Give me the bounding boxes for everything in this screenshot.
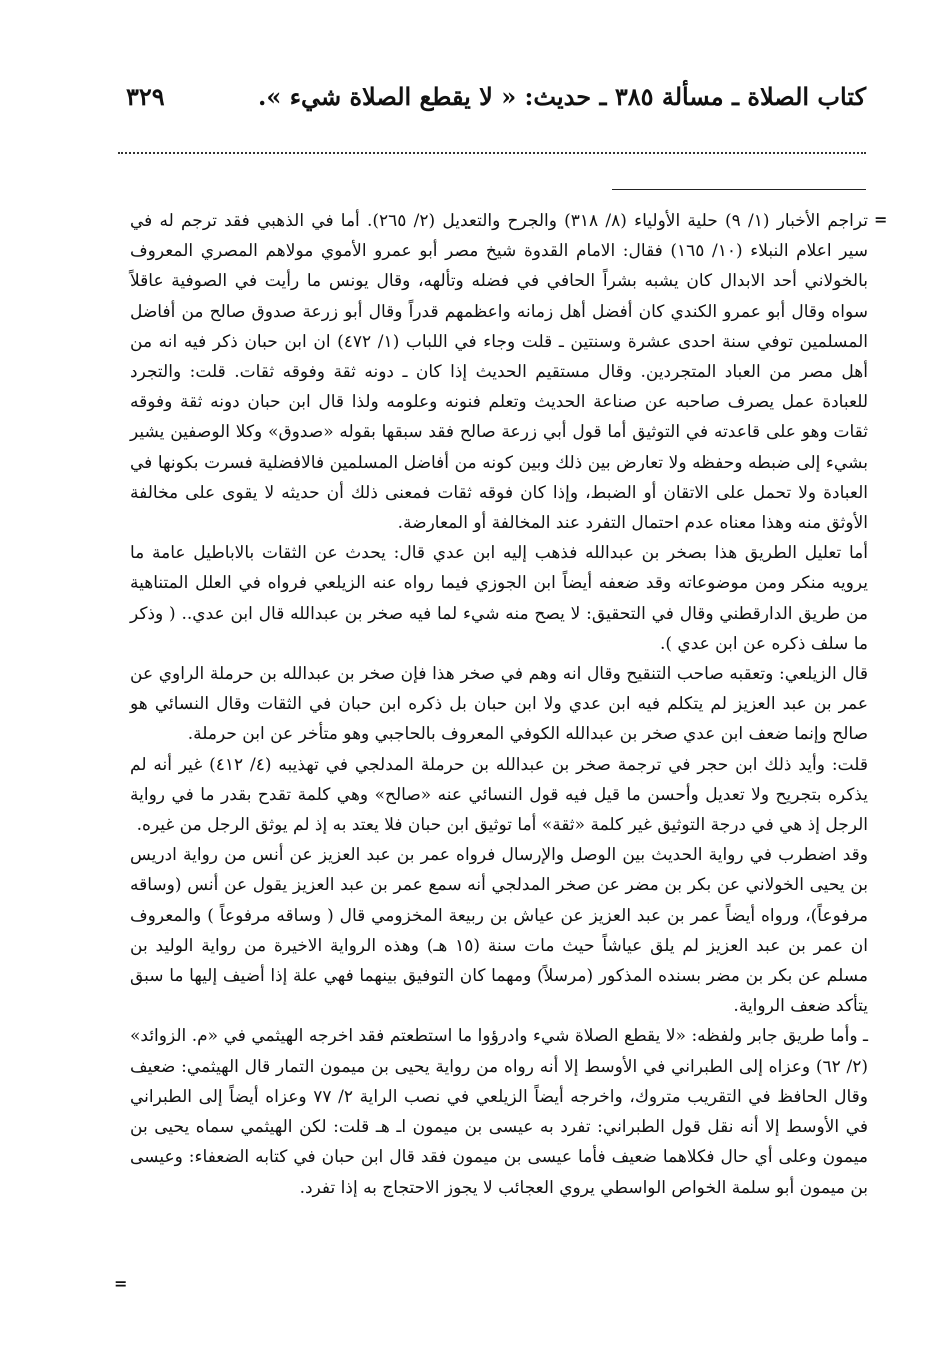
paragraph-jabir-route: ـ وأما طريق جابر ولفظه: «لا يقطع الصلاة شيء وادرؤوا ما استطعتم فقد اخرجه الهيثمي في «م. الزوائد» (٢/ ٦٢) وعزاه إلى الطبراني في الأوسط إلا أنه رواه من رواية يحيى بن ميمون التمار قال الهيثمي: ضعيف وقال الحافظ في التقريب متروك، واخرجه أيضاً الزيلعي في نصب الراية ٢/ ٧٧ وعزاه أيضاً إلى الطبراني في الأوسط إلا أنه نقل قول الطبراني: تفرد به عيسى بن ميمون اـ هـ قلت: لكن الهيثمي سماه يحيى بن ميمون وعلى أي حال فكلاهما ضعيف فأما عيسى بن ميمون فقد قال ابن حبان في كتابه الضعفاء: وعيسى بن ميمون أبو سلمة الخواص الواسطي يروي العجائب لا يجوز الاحتجاج به إذا تفرد.: [130, 1026, 868, 1198]
continuation-mark-top: =: [874, 210, 888, 229]
footnote-body: [130, 206, 868, 1203]
header-dotted-rule: [118, 152, 866, 154]
paragraph-ibn-hajar-note: قلت: وأيد ذلك ابن حجر في ترجمة صخر بن عبدالله بن حرملة المدلجي في تهذيبه (٤/ ٤١٢) غير أنه لم يذكره بتجريح ولا تعديل وأحسن ما قيل فيه قول النسائي عنه «صالح» وهي كلمة تقدح بقدر ما في رواية الرجل إذ هي في درجة التوثيق غير كلمة «ثقة» أما توثيق ابن حبان فلا يعتد به إذ لم يوثق الرجل من غيره.: [130, 754, 868, 836]
page-header: [118, 82, 866, 122]
continuation-mark-bottom: =: [114, 1274, 128, 1293]
paragraph-narrator-biography: تراجم الأخبار (١/ ٩) حلية الأولياء (٨/ ٣١٨) والجرح والتعديل (٢/ ٢٦٥). أما في الذهبي فقد ترجم له في سير اعلام النبلاء (١٠/ ١٦٥) فقال: الامام القدوة شيخ مصر أبو عمرو الأموي مولاهم المصري المعروف بالخولاني أحد الابدال كان يشبه بشراً الحافي في فضله وتألهه، وقال يونس ما رأيت في الصوفية عاقلاً سواه وقال أبو عمرو الكندي كان أفضل أهل زمانه واعظمهم قدراً وقال أبو زرعة صدوق صالح من أفاضل المسلمين توفي سنة احدى عشرة وسنتين ـ قلت وجاء في اللباب (١/ ٤٧٢) ان ابن حبان ذكر فيه انه من أهل مصر من العباد المتجردين. وقال مستقيم الحديث إذا كان ـ دونه ثقة وفوقه ثقات. قلت: والتجرد للعبادة عمل يصرف صاحبه عن صناعة الحديث وتعلم فنونه وعلومه ولذا قال ابن حبان دونه ثقة وفوقه ثقات وهو على قاعدته في التوثيق أما قول أبي زرعة صالح فقد سبقها بقوله «صدوق» وكلا الوصفين يشير بشيء إلى ضبطه وحفظه ولا تعارض بين ذلك وبين كونه من أفاضل المسلمين فالافضلية فسرت بكونها في العبادة ولا تحمل على الاتقان أو الضبط، وإذا كان فوقه ثقات فمعنى ذلك أن حديثه لا يقوى على مخالفة الأوثق منه وهذا معناه عدم احتمال التفرد عند المخالفة أو المعارضة.: [130, 211, 869, 534]
footnote-separator-rule: [612, 189, 866, 190]
running-title: كتاب الصلاة ـ مسألة ٣٨٥ ـ حديث: « لا يقطع الصلاة شيء ».: [258, 82, 866, 111]
page-number: ٣٢٩: [126, 82, 165, 111]
paragraph-narration-discrepancy: وقد اضطرب في رواية الحديث بين الوصل والإرسال فرواه عمر بن عبد العزيز عن أنس من رواية ادريس بن يحيى الخولاني عن بكر بن مضر عن صخر المدلجي أنه سمع عمر بن عبد العزيز يقول عن أنس (وساقه مرفوعاً)، ورواه أيضاً عمر بن عبد العزيز عن عياش بن ربيعة المخزومي قال ( وساقه مرفوعاً ) والمعروف ان عمر بن عبد العزيز لم يلق عياشاً حيث مات سنة (١٥ هـ) وهذه الرواية الاخيرة من رواية الوليد بن مسلم عن بكر بن مضر بسنده المذكور (مرسلاً) ومهما كان التوفيق بينهما فهي علة إذا أضيف إليها ما سبق يتأكد ضعف الرواية.: [130, 845, 869, 1017]
paragraph-zaylai-response: قال الزيلعي: وتعقبه صاحب التنقيح وقال انه وهم في صخر هذا فإن صخر بن عبدالله بن حرملة الراوي عن عمر بن عبد العزيز لم يتكلم فيه ابن عدي ولا ابن حبان بل ذكره ابن حبان في الثقات وقال النسائي هو صالح وإنما ضعف ابن عدي صخر بن عبدالله الكوفي المعروف بالحاجبي وهو متأخر عن ابن حرملة.: [130, 664, 868, 745]
paragraph-sakhr-criticism: أما تعليل الطريق هذا بصخر بن عبدالله فذهب إليه ابن عدي قال: يحدث عن الثقات بالاباطيل عامة ما يرويه منكر ومن موضوعاته وقد ضعفه أيضاً ابن الجوزي فيما رواه عنه الزيلعي فرواه في العلل المتناهية من طريق الدارقطني وقال في التحقيق: لا يصح منه شيء لما فيه صخر بن عبدالله قال ابن عدي.. ( وذكر ما سلف ذكره عن ابن عدي ).: [130, 543, 868, 654]
